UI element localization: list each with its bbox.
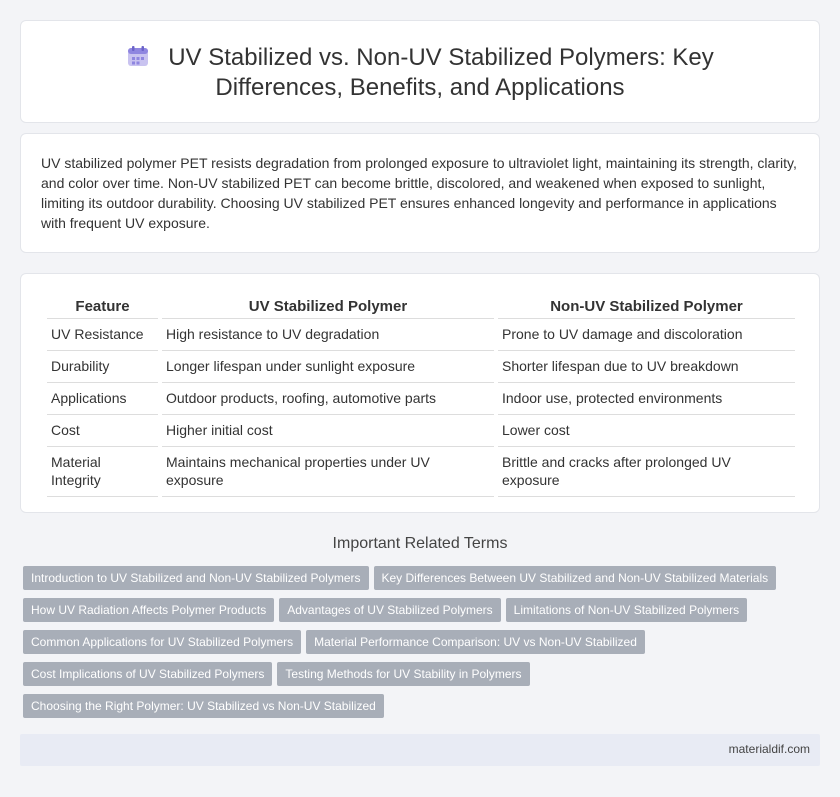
intro-card [20, 133, 820, 253]
table-cell: Outdoor products, roofing, automotive parts [162, 383, 494, 415]
table-cell: Indoor use, protected environments [498, 383, 795, 415]
table-cell: Material Integrity [47, 447, 158, 497]
table-row [47, 383, 795, 415]
page-title [21, 43, 819, 103]
table-row [47, 319, 795, 351]
table-header-row [47, 296, 795, 319]
calendar-icon [126, 44, 150, 68]
header-card [20, 20, 820, 123]
related-term-tag[interactable]: Testing Methods for UV Stability in Polymers [277, 662, 529, 686]
related-term-tag[interactable]: Choosing the Right Polymer: UV Stabilized vs Non-UV Stabilized [23, 694, 384, 718]
table-cell: Applications [47, 383, 158, 415]
footer [20, 734, 820, 766]
related-term-tag[interactable]: Common Applications for UV Stabilized Polymers [23, 630, 301, 654]
table-cell: High resistance to UV degradation [162, 319, 494, 351]
related-term-tag[interactable]: Key Differences Between UV Stabilized and Non-UV Stabilized Materials [374, 566, 777, 590]
table-cell: Lower cost [498, 415, 795, 447]
comparison-table [43, 296, 799, 497]
header-uv-stabilized: UV Stabilized Polymer [162, 296, 494, 319]
table-cell: Prone to UV damage and discoloration [498, 319, 795, 351]
table-cell: Maintains mechanical properties under UV exposure [162, 447, 494, 497]
related-term-tag[interactable]: Introduction to UV Stabilized and Non-UV Stabilized Polymers [23, 566, 369, 590]
table-row [47, 447, 795, 497]
related-term-tag[interactable]: Cost Implications of UV Stabilized Polymers [23, 662, 272, 686]
table-row [47, 415, 795, 447]
table-cell: Longer lifespan under sunlight exposure [162, 351, 494, 383]
page-title-text: UV Stabilized vs. Non-UV Stabilized Polymers: Key Differences, Benefits, and Applications [168, 44, 714, 101]
header-feature: Feature [47, 296, 158, 319]
related-terms-list [23, 566, 793, 726]
table-cell: Higher initial cost [162, 415, 494, 447]
table-cell: Shorter lifespan due to UV breakdown [498, 351, 795, 383]
related-term-tag[interactable]: Advantages of UV Stabilized Polymers [279, 598, 500, 622]
comparison-table-card [20, 273, 820, 513]
footer-site-link[interactable]: materialdif.com [728, 742, 810, 756]
related-term-tag[interactable]: Limitations of Non-UV Stabilized Polymers [506, 598, 747, 622]
related-term-tag[interactable]: How UV Radiation Affects Polymer Products [23, 598, 274, 622]
table-cell: Brittle and cracks after prolonged UV exposure [498, 447, 795, 497]
table-cell: Durability [47, 351, 158, 383]
related-term-tag[interactable]: Material Performance Comparison: UV vs Non-UV Stabilized [306, 630, 645, 654]
table-cell: Cost [47, 415, 158, 447]
header-non-uv-stabilized: Non-UV Stabilized Polymer [498, 296, 795, 319]
table-cell: UV Resistance [47, 319, 158, 351]
related-terms-heading: Important Related Terms [332, 535, 508, 552]
table-row [47, 351, 795, 383]
intro-paragraph: UV stabilized polymer PET resists degradation from prolonged exposure to ultraviolet light, maintaining its strength, clarity, and color over time. Non-UV stabilized PET can become brittle, discolored, and weakened when exposed to sunlight, limiting its outdoor durability. Choosing UV stabilized PET ensures enhanced longevity and performance in applications with frequent UV exposure. [41, 155, 797, 231]
